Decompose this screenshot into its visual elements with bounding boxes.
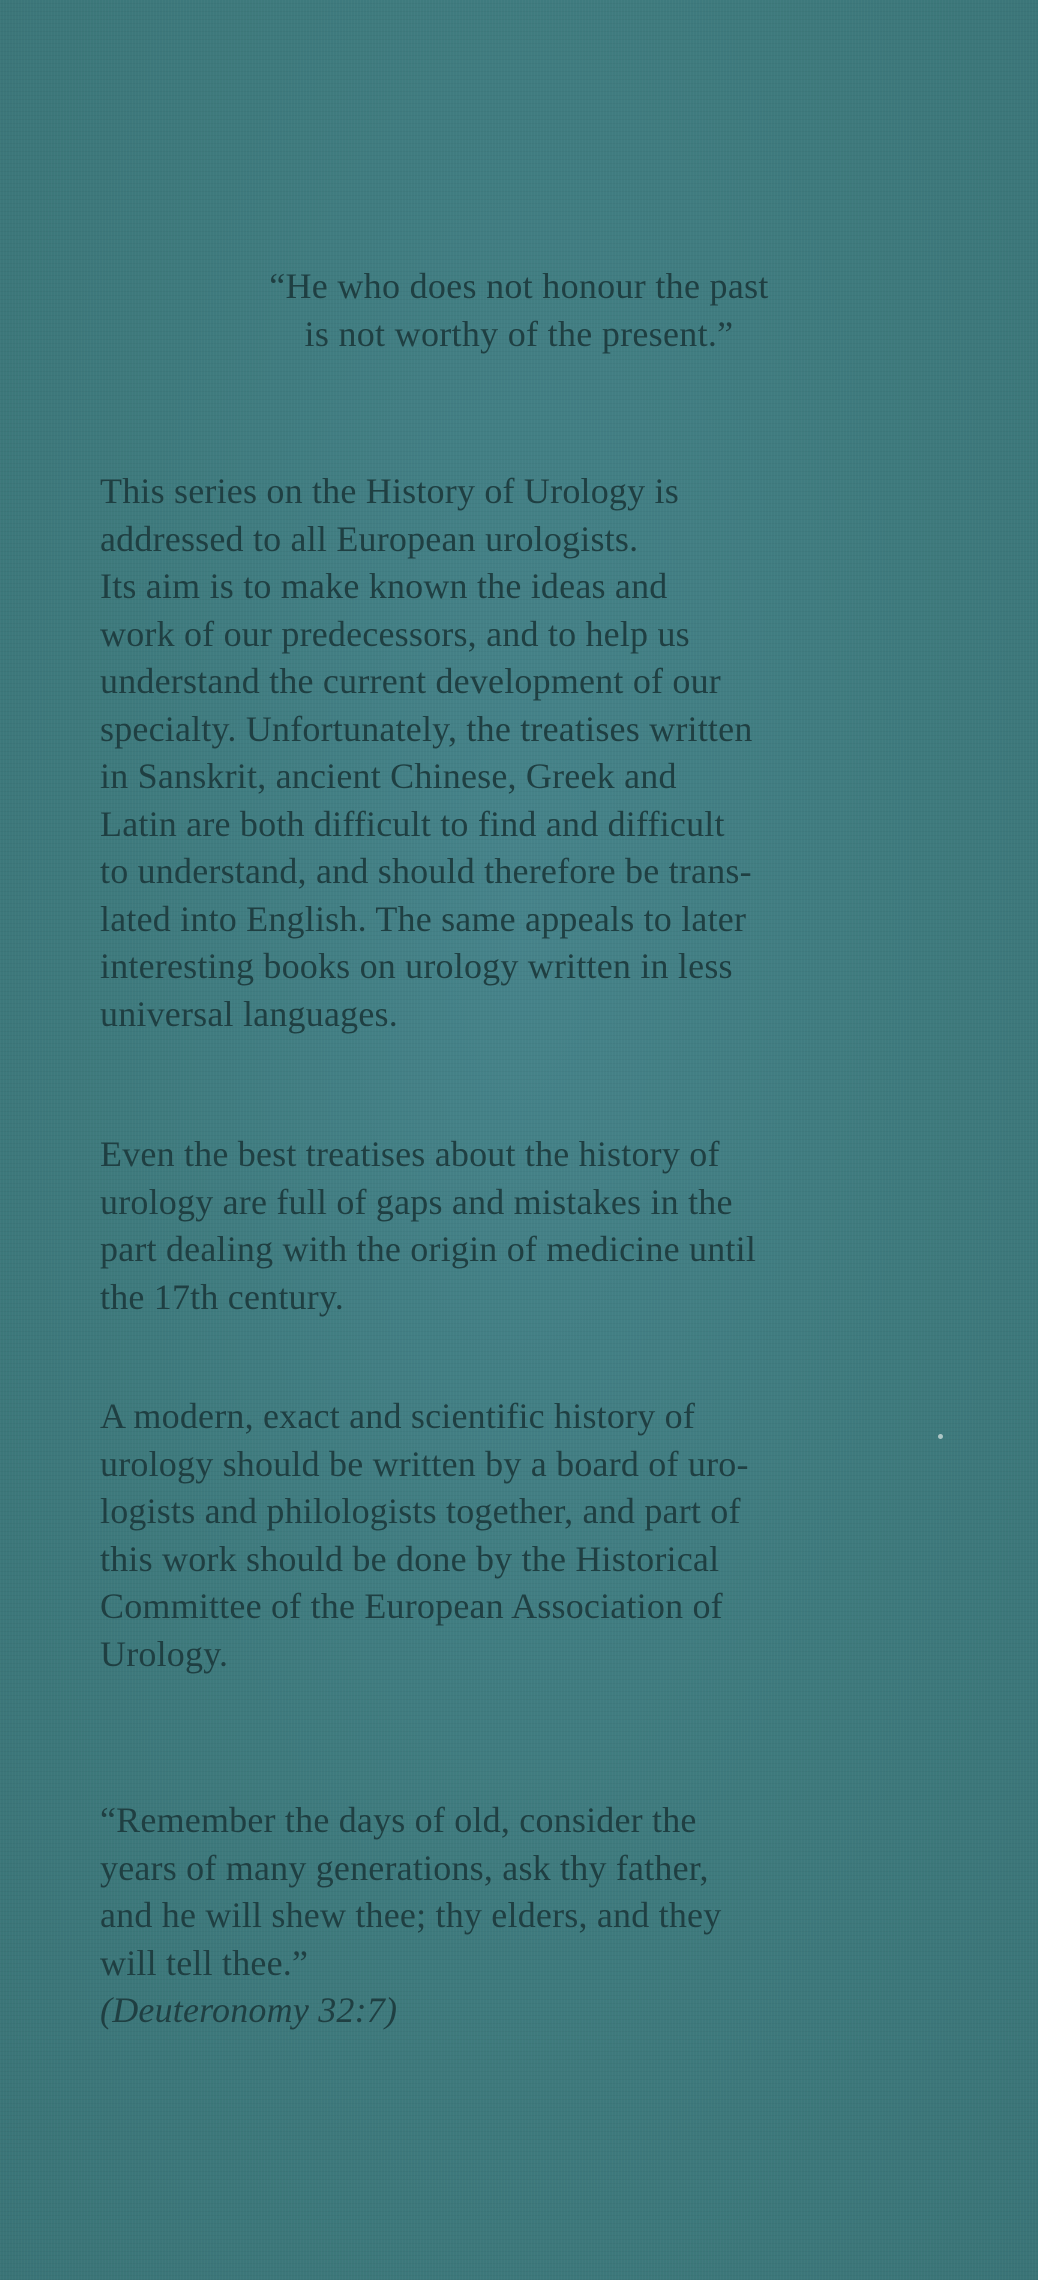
text-line: universal languages. bbox=[100, 993, 398, 1034]
text-line: interesting books on urology written in less bbox=[100, 946, 733, 986]
text-line: Latin are both difficult to find and difficult bbox=[100, 803, 725, 844]
text-line: logists and philologists together, and part of bbox=[100, 1491, 741, 1531]
quote-line: and he will shew thee; thy elders, and they bbox=[100, 1895, 722, 1935]
text-line: lated into English. The same appeals to later bbox=[100, 898, 747, 939]
modern-history-paragraph bbox=[100, 1393, 960, 1678]
quote-line: years of many generations, ask thy father, bbox=[100, 1847, 709, 1888]
text-line: to understand, and should therefore be trans- bbox=[100, 851, 752, 891]
text-line: specialty. Unfortunately, the treatises written bbox=[100, 708, 753, 749]
text-line: Its aim is to make known the ideas and bbox=[100, 566, 668, 606]
text-line: the 17th century. bbox=[100, 1276, 344, 1317]
text-line: addressed to all European urologists. bbox=[100, 518, 639, 559]
text-line: Committee of the European Association of bbox=[100, 1586, 723, 1626]
opening-motto bbox=[0, 262, 1038, 358]
text-line: this work should be done by the Historical bbox=[100, 1538, 720, 1579]
text-line: in Sanskrit, ancient Chinese, Greek and bbox=[100, 756, 677, 796]
motto-line: is not worthy of the present.” bbox=[304, 314, 734, 354]
closing-quote bbox=[100, 1797, 960, 2035]
gaps-and-mistakes-paragraph bbox=[100, 1131, 960, 1321]
text-line: A modern, exact and scientific history of bbox=[100, 1396, 696, 1436]
text-line: work of our predecessors, and to help us bbox=[100, 613, 690, 654]
paper-speck bbox=[938, 1434, 943, 1439]
text-line: This series on the History of Urology is bbox=[100, 471, 679, 511]
text-line: urology should be written by a board of uro- bbox=[100, 1443, 749, 1484]
text-line: urology are full of gaps and mistakes in the bbox=[100, 1181, 733, 1222]
series-introduction-paragraph bbox=[100, 468, 960, 1038]
text-line: part dealing with the origin of medicine until bbox=[100, 1229, 757, 1269]
quote-line: will tell thee.” bbox=[100, 1942, 309, 1983]
text-line: Even the best treatises about the history of bbox=[100, 1134, 720, 1174]
motto-line: “He who does not honour the past bbox=[269, 266, 769, 306]
text-line: understand the current development of our bbox=[100, 661, 721, 701]
text-line: Urology. bbox=[100, 1633, 229, 1674]
quote-citation: (Deuteronomy 32:7) bbox=[100, 1990, 398, 2030]
quote-line: “Remember the days of old, consider the bbox=[100, 1800, 697, 1840]
